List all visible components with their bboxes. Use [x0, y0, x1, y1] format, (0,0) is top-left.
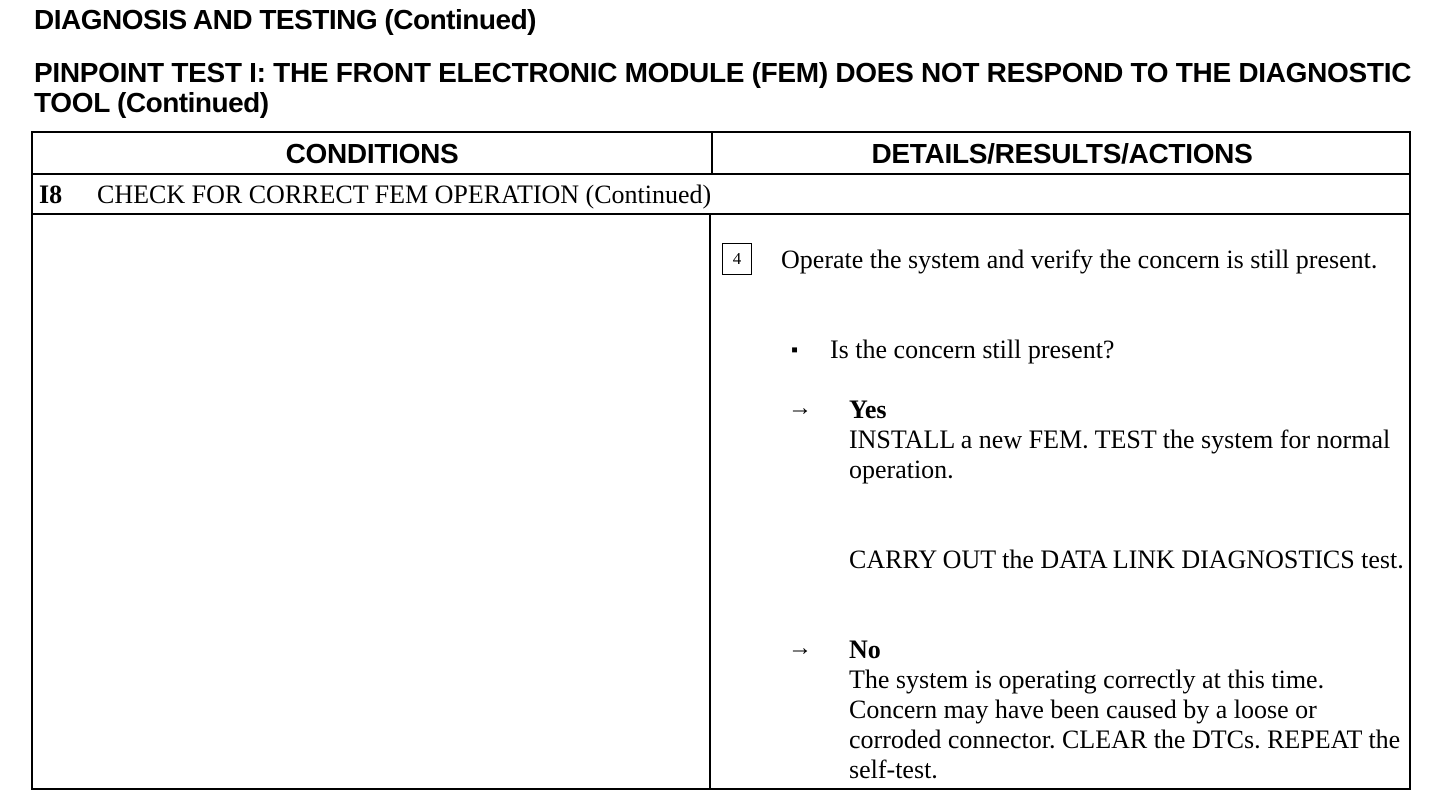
arrow-right-icon: →	[788, 395, 812, 421]
question-text: Is the concern still present?	[830, 335, 1115, 364]
test-title-continued: (Continued)	[117, 87, 269, 118]
yes-label: Yes	[849, 395, 887, 424]
test-title-main: PINPOINT TEST I: THE FRONT ELECTRONIC MODULE (FEM) DOES NOT RESPOND TO THE DIAGNOSTIC TOOL	[34, 57, 1412, 118]
step-row	[39, 177, 711, 213]
no-result-text: The system is operating correctly at this time. Concern may have been caused by a loose or corroded connector. CLEAR the DTCs. REPEAT the self-test.	[849, 665, 1401, 784]
step-title: CHECK FOR CORRECT FEM OPERATION (Continued)	[97, 180, 712, 209]
step-row-divider	[33, 213, 1409, 215]
column-divider-body	[709, 215, 711, 788]
pinpoint-test-title	[34, 58, 1414, 118]
section-title: DIAGNOSIS AND TESTING (Continued)	[34, 4, 536, 35]
step-id: I8	[39, 180, 63, 209]
column-header-conditions: CONDITIONS	[285, 138, 459, 169]
column-header-details: DETAILS/RESULTS/ACTIONS	[871, 138, 1253, 169]
arrow-right-icon: →	[788, 635, 812, 661]
diagnostic-table	[31, 131, 1411, 790]
bullet-icon: ▪	[791, 339, 799, 361]
yes-result-text: INSTALL a new FEM. TEST the system for normal operation.	[849, 425, 1391, 484]
step-number-box: 4	[722, 243, 752, 275]
yes-followup-text: CARRY OUT the DATA LINK DIAGNOSTICS test.	[849, 545, 1404, 574]
header-divider	[33, 173, 1409, 175]
action-text: Operate the system and verify the concern is still present.	[781, 245, 1378, 274]
no-label: No	[849, 635, 881, 664]
